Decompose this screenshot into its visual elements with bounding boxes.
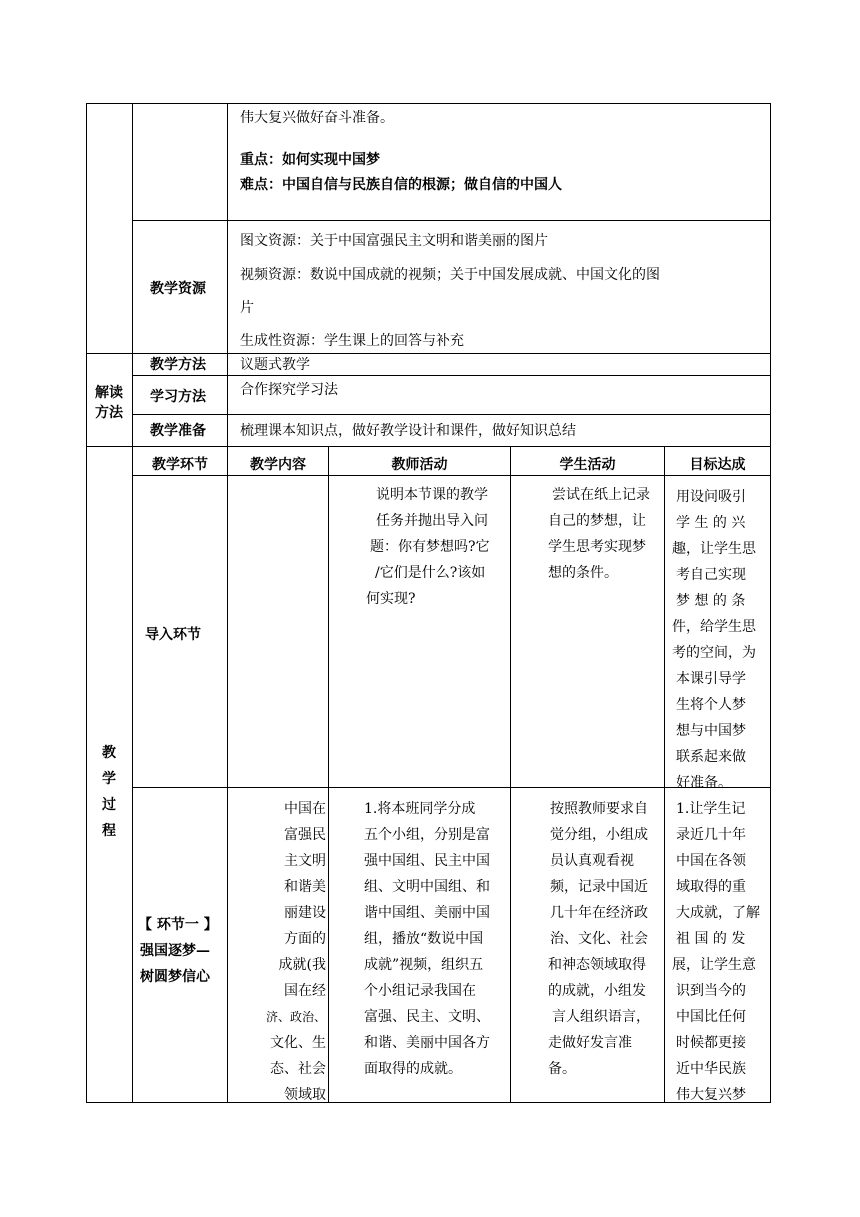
text-line: 组、文明中国组、和 [364,879,490,895]
text-line: 本课引导学 [676,671,746,687]
column-header: 教学环节 [152,457,208,473]
table-border [132,475,771,476]
text-line: 时候都更接 [676,1035,746,1051]
text-line: 和谐、美丽中国各方 [364,1035,490,1051]
text-line: 富强、民主、文明、 [364,1009,490,1025]
text-line: 联系起来做 [676,749,746,765]
preparation-label: 教学准备 [150,423,206,439]
resource-line: 生成性资源：学生课上的回答与补充 [240,333,464,349]
teaching-method-value: 议题式教学 [240,357,310,373]
preparation-value: 梳理课本知识点，做好教学设计和课件，做好知识总结 [240,423,576,439]
table-border [510,446,511,1103]
resource-line: 图文资源：关于中国富强民主文明和谐美丽的图片 [240,233,548,249]
resource-line: 片 [240,300,254,316]
text-line: 觉分组，小组成 [550,827,648,843]
text-line: 梦 想 的 条 [676,593,746,609]
text-line: 成就(我 [278,957,326,973]
table-border [664,446,665,1103]
table-border [227,103,228,1103]
text-line: 员认真观看视 [550,853,634,869]
text-line: 的成就，小组发 [548,983,646,999]
intro-student-activity [548,482,650,586]
text-line: 备。 [548,1061,576,1077]
text-line: 录近几十年 [676,827,746,843]
text-line: 说明本节课的教学 [376,487,488,503]
text-line: /它们是什么?该如 [375,565,486,581]
objective-continuation: 伟大复兴做好奋斗准备。 [240,110,394,126]
text-line: 组，播放“数说中国 [364,931,484,947]
table-border [132,103,133,1103]
table-border [328,446,329,1103]
text-line: 1.让学生记 [676,801,746,817]
resources-label: 教学资源 [150,281,206,297]
intro-stage-label: 导入环节 [145,627,201,643]
text-line: 近中华民族 [676,1061,746,1077]
text-line: 中国比任何 [676,1009,746,1025]
text-line: 济、政治、 [265,1010,326,1024]
difficult-point: 难点：中国自信与民族自信的根源；做自信的中国人 [240,177,562,193]
text-line: 伟大复兴梦 [676,1087,746,1103]
section1-student-activity [548,796,650,1082]
text-line: 识到当今的 [676,983,746,999]
text-line: 展，让学生意 [672,957,756,973]
section1-goal [672,796,760,1108]
text-line: 域取得的重 [676,879,746,895]
process-group-label: 教 [102,745,116,761]
table-border [86,1102,771,1103]
key-point: 重点：如何实现中国梦 [240,152,380,168]
text-line: 用设问吸引 [676,489,746,505]
text-line: 个小组记录我国在 [364,983,476,999]
section1-stage-label: 树圆梦信心 [140,969,210,985]
table-border [86,446,771,447]
text-line: 题：你有梦想吗?它 [370,539,490,555]
process-group-label: 学 [102,771,116,787]
teaching-method-label: 教学方法 [150,357,206,373]
section1-stage-label: 强国逐梦— [140,943,210,959]
column-header: 目标达成 [689,457,746,473]
text-line: 考的空间，为 [672,645,756,661]
section1-teacher-activity [364,796,490,1082]
text-line: 何实现? [366,591,416,607]
intro-teacher-activity [366,482,490,612]
column-header: 教师活动 [391,457,448,473]
column-header: 教学内容 [250,457,306,473]
text-line: 和神态领域取得 [548,957,646,973]
text-line: 频，记录中国近 [550,879,648,895]
table-border [86,103,771,104]
text-line: 祖 国 的 发 [676,931,746,947]
table-border [132,414,771,415]
section1-content [232,796,326,1108]
text-line: 国在经 [284,983,326,999]
table-border [132,220,771,221]
text-line: 几十年在经济政 [550,905,648,921]
table-border [86,103,87,1103]
learning-method-label: 学习方法 [150,389,206,405]
text-line: 好准备。 [676,775,732,791]
text-line: 五个小组，分别是富 [364,827,490,843]
text-line: 富强民 [284,827,326,843]
text-line: 趣，让学生思 [672,541,756,557]
text-line: 态、社会 [270,1061,326,1077]
text-line: 学生思考实现梦 [548,539,646,555]
text-line: 尝试在纸上记录 [552,487,650,503]
text-line: 想与中国梦 [676,723,746,739]
text-line: 1.将本班同学分成 [364,801,476,817]
text-line: 和谐美 [284,879,326,895]
table-border [770,103,771,1103]
text-line: 方面的 [284,931,326,947]
text-line: 中国在各领 [676,853,746,869]
text-line: 强中国组、民主中国 [364,853,490,869]
text-line: 按照教师要求自 [550,801,648,817]
text-line: 自己的梦想，让 [548,513,646,529]
methods-group-label: 方法 [95,405,123,421]
text-line: 主文明 [284,853,326,869]
text-line: 考自己实现 [676,567,746,583]
learning-method-value: 合作探究学习法 [240,382,338,398]
text-line: 大成就，了解 [676,905,760,921]
table-border [86,353,771,354]
text-line: 想的条件。 [548,565,618,581]
resource-line: 视频资源：数说中国成就的视频；关于中国发展成就、中国文化的图 [240,267,660,283]
column-header: 学生活动 [559,457,616,473]
text-line: 生将个人梦 [676,697,746,713]
text-line: 言人组织语言， [552,1009,650,1025]
section1-stage-label: 【 环节一 】 [138,917,218,933]
text-line: 文化、生 [270,1035,326,1051]
text-line: 成就”视频，组织五 [364,957,484,973]
text-line: 领域取 [284,1087,326,1103]
text-line: 中国在 [284,801,326,817]
intro-goal [672,484,756,796]
table-border [132,375,771,376]
process-group-label: 过 [102,797,116,813]
methods-group-label: 解读 [95,385,123,401]
text-line: 学 生 的 兴 [676,515,746,531]
text-line: 件，给学生思 [672,619,756,635]
text-line: 面取得的成就。 [364,1061,462,1077]
text-line: 丽建设 [284,905,326,921]
text-line: 谐中国组、美丽中国 [364,905,490,921]
text-line: 走做好发言准 [548,1035,632,1051]
text-line: 治、文化、社会 [550,931,648,947]
process-group-label: 程 [102,823,116,839]
text-line: 任务并抛出导入问 [376,513,488,529]
